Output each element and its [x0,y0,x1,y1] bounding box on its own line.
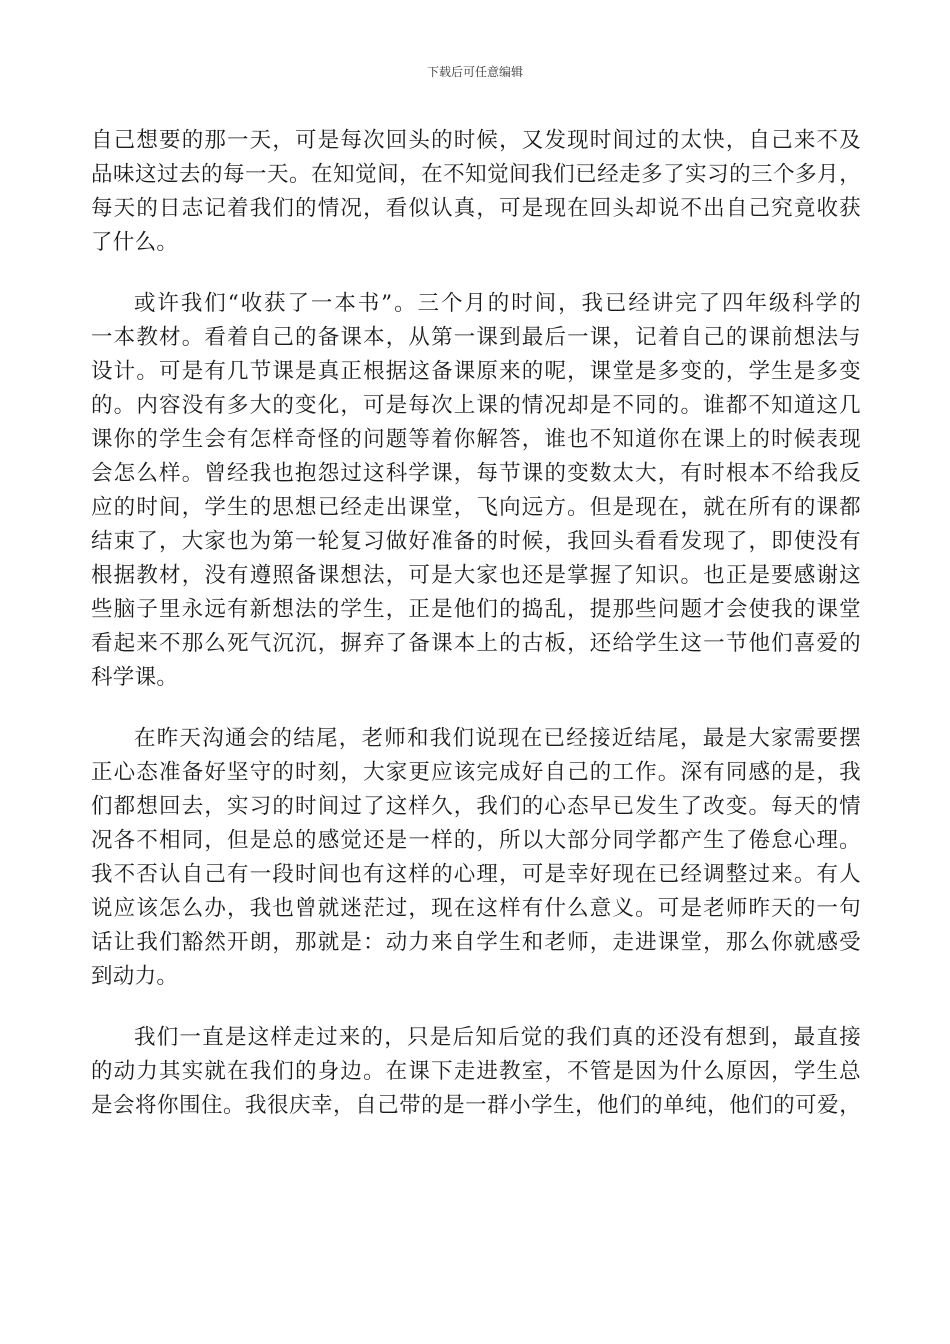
text-line: 或许我们“收获了一本书”。三个月的时间，我已经讲完了四年级科学的 [134,291,861,316]
text-line: 话让我们豁然开朗，那就是：动力来自学生和老师，走进课堂，那么你就感受 [91,930,861,955]
paragraph-spacer [91,994,861,1021]
text-line: 我不否认自己有一段时间也有这样的心理，可是幸好现在已经调整过来。有人 [91,862,861,887]
text-line: 自己想要的那一天，可是每次回头的时候，又发现时间过的太快，自己来不及 [91,128,861,153]
text-line: 课你的学生会有怎样奇怪的问题等着你解答，谁也不知道你在课上的时候表现 [91,427,861,452]
text-line: 的动力其实就在我们的身边。在课下走进教室，不管是因为什么原因，学生总 [91,1059,861,1084]
text-line: 我们一直是这样走过来的，只是后知后觉的我们真的还没有想到，最直接 [134,1025,861,1050]
text-line: 正心态准备好坚守的时刻，大家更应该完成好自己的工作。深有同感的是，我 [91,760,861,785]
text-line: 科学课。 [91,665,179,690]
paragraph-spacer [91,260,861,287]
text-line: 每天的日志记着我们的情况，看似认真，可是现在回头却说不出自己究竟收获 [91,196,861,221]
paragraph [91,287,861,695]
text-line: 说应该怎么办，我也曾就迷茫过，现在这样有什么意义。可是老师昨天的一句 [91,896,861,921]
paragraph [91,722,861,994]
text-line: 的。内容没有多大的变化，可是每次上课的情况却是不同的。谁都不知道这几 [91,393,861,418]
text-line: 是会将你围住。我很庆幸，自己带的是一群小学生，他们的单纯，他们的可爱， [91,1093,861,1118]
document-body [91,124,861,1123]
paragraph [91,1021,861,1123]
text-line: 到动力。 [91,964,179,989]
text-line: 看起来不那么死气沉沉，摒弃了备课本上的古板，还给学生这一节他们喜爱的 [91,631,861,656]
text-line: 品味这过去的每一天。在知觉间，在不知觉间我们已经走多了实习的三个多月， [91,162,861,187]
text-line: 在昨天沟通会的结尾，老师和我们说现在已经接近结尾，最是大家需要摆 [134,726,861,751]
text-line: 些脑子里永远有新想法的学生，正是他们的捣乱，提那些问题才会使我的课堂 [91,597,861,622]
paragraph-spacer [91,695,861,722]
page-header: 下载后可任意编辑 [426,65,523,79]
text-line: 了什么。 [91,230,179,255]
text-line: 一本教材。看着自己的备课本，从第一课到最后一课，记着自己的课前想法与 [91,325,861,350]
text-line: 根据教材，没有遵照备课想法，可是大家也还是掌握了知识。也正是要感谢这 [91,563,861,588]
text-line: 设计。可是有几节课是真正根据这备课原来的呢，课堂是多变的，学生是多变 [91,359,861,384]
text-line: 应的时间，学生的思想已经走出课堂，飞向远方。但是现在，就在所有的课都 [91,495,861,520]
text-line: 们都想回去，实习的时间过了这样久，我们的心态早已发生了改变。每天的情 [91,794,861,819]
paragraph [91,124,861,260]
text-line: 况各不相同，但是总的感觉还是一样的，所以大部分同学都产生了倦怠心理。 [91,828,861,853]
text-line: 会怎么样。曾经我也抱怨过这科学课，每节课的变数太大，有时根本不给我反 [91,461,861,486]
text-line: 结束了，大家也为第一轮复习做好准备的时候，我回头看看发现了，即使没有 [91,529,861,554]
